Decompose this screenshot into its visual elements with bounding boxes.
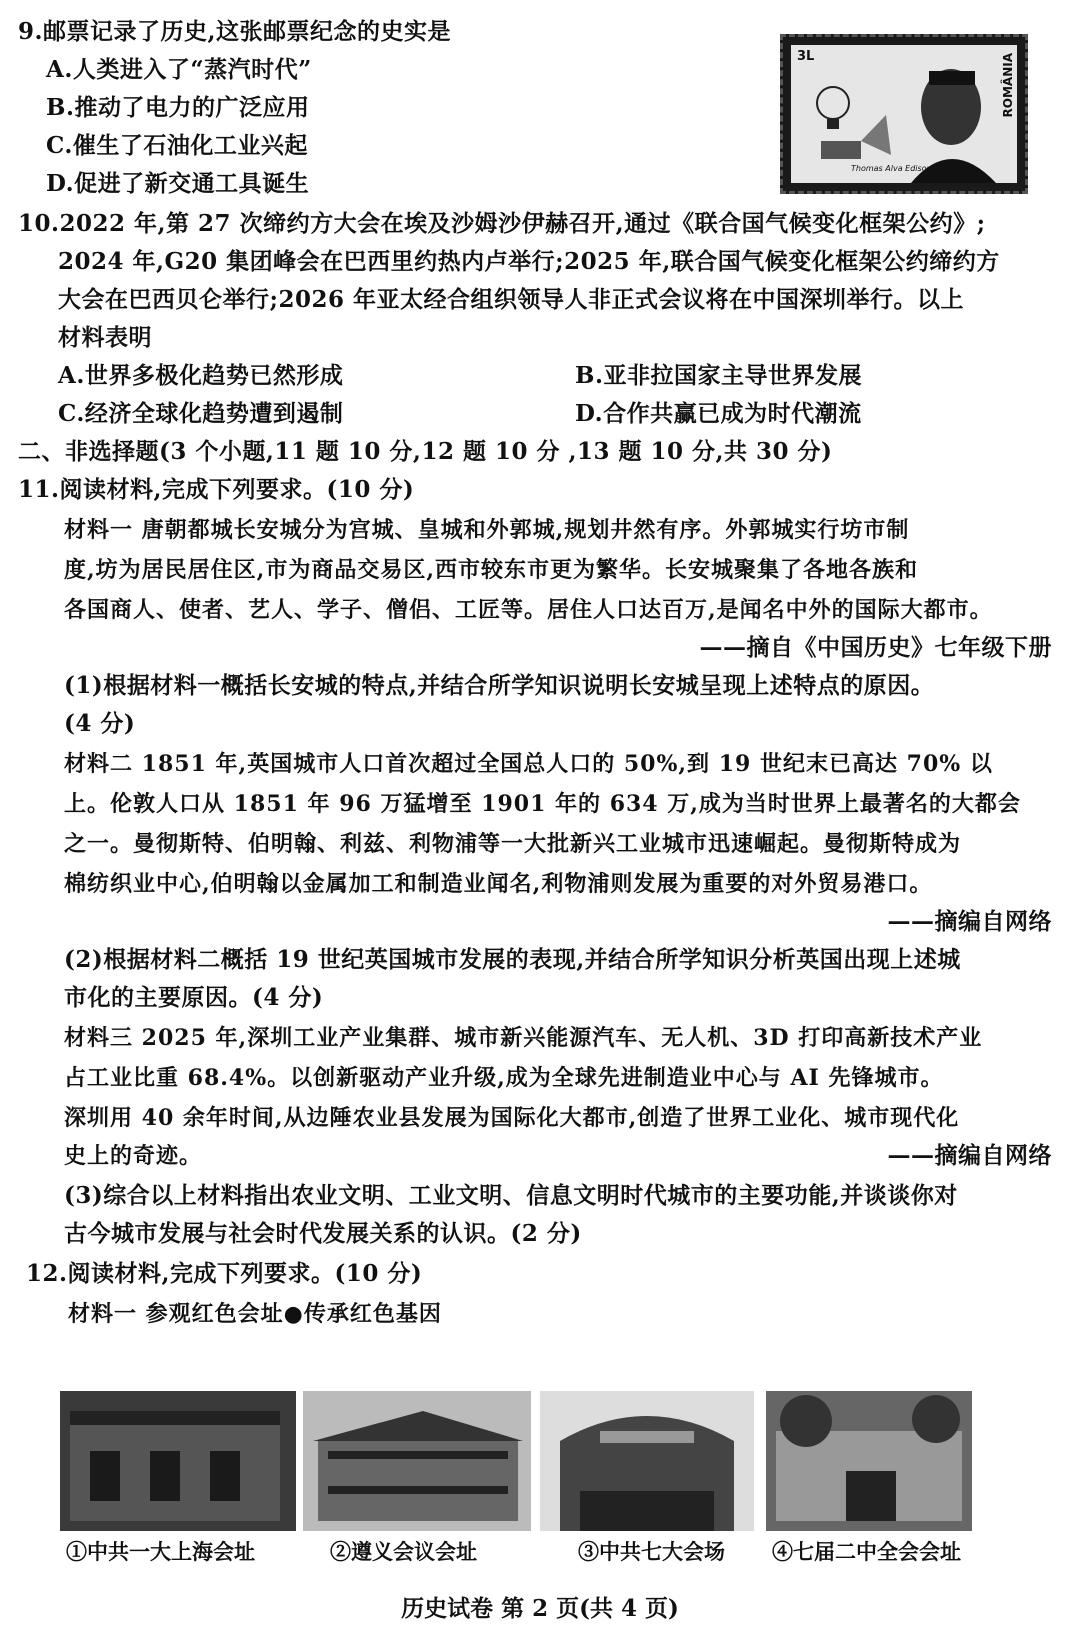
q11-material2-line-4: 棉纺织业中心,伯明翰以金属加工和制造业闻名,利物浦则发展为重要的对外贸易港口。 bbox=[64, 871, 933, 897]
photo-zunyi-site bbox=[303, 1391, 531, 1531]
q9-option-b: B.推动了电力的广泛应用 bbox=[46, 94, 310, 121]
q9-option-c: C.催生了石油化工业兴起 bbox=[46, 132, 308, 159]
stamp-country: ROMÂNIA bbox=[1001, 53, 1015, 118]
q10-option-c: C.经济全球化趋势遭到遏制 bbox=[58, 400, 344, 427]
q9-stem: 9.邮票记录了历史,这张邮票纪念的史实是 bbox=[18, 18, 452, 45]
q10-line-4: 材料表明 bbox=[58, 324, 152, 351]
q10-option-b: B.亚非拉国家主导世界发展 bbox=[575, 362, 862, 389]
edison-portrait-illustration bbox=[791, 45, 1017, 183]
caption-2: ②遵义会议会址 bbox=[330, 1539, 477, 1564]
q11-material3-line-2: 占工业比重 68.4%。以创新驱动产业升级,成为全球先进制造业中心与 AI 先锋城市。 bbox=[64, 1065, 944, 1091]
q10-option-a: A.世界多极化趋势已然形成 bbox=[58, 362, 344, 389]
q11-material1-line-2: 度,坊为居民居住区,市为商品交易区,西市较东市更为繁华。长安城聚集了各地各族和 bbox=[64, 557, 918, 583]
q11-material1-source: ——摘自《中国历史》七年级下册 bbox=[699, 634, 1052, 661]
q11-material2-source: ——摘编自网络 bbox=[887, 908, 1052, 935]
edison-stamp-image bbox=[780, 34, 1028, 194]
q11-material2-line-3: 之一。曼彻斯特、伯明翰、利兹、利物浦等一大批新兴工业城市迅速崛起。曼彻斯特成为 bbox=[64, 831, 962, 857]
caption-3: ③中共七大会场 bbox=[578, 1539, 725, 1564]
section-heading: 二、非选择题(3 个小题,11 题 10 分,12 题 10 分 ,13 题 10 分,共 30 分) bbox=[18, 438, 833, 465]
stamp-caption: Thomas Alva Edison bbox=[851, 164, 932, 173]
q11-material3-line-1: 材料三 2025 年,深圳工业产业集群、城市新兴能源汽车、无人机、3D 打印高新技术产业 bbox=[64, 1025, 983, 1051]
q11-question3-line-1: (3)综合以上材料指出农业文明、工业文明、信息文明时代城市的主要功能,并谈谈你对 bbox=[64, 1182, 958, 1209]
q11-question2-line-2: 市化的主要原因。(4 分) bbox=[64, 984, 324, 1011]
caption-4: ④七届二中全会会址 bbox=[772, 1539, 961, 1564]
photo-second-plenary-site bbox=[766, 1391, 972, 1531]
q12-stem: 12.阅读材料,完成下列要求。(10 分) bbox=[26, 1260, 423, 1287]
q9-option-d: D.促进了新交通工具诞生 bbox=[46, 170, 310, 197]
stamp-value: 3L bbox=[797, 49, 815, 64]
q11-material3-line-4: 史上的奇迹。 bbox=[64, 1143, 203, 1169]
q10-line-3: 大会在巴西贝仑举行;2026 年亚太经合组织领导人非正式会议将在中国深圳举行。以上 bbox=[58, 286, 965, 313]
q9-option-a: A.人类进入了“蒸汽时代” bbox=[46, 56, 312, 83]
q11-question1-line-2: (4 分) bbox=[64, 710, 136, 737]
q10-line-2: 2024 年,G20 集团峰会在巴西里约热内卢举行;2025 年,联合国气候变化框架公约缔约方 bbox=[58, 248, 1000, 275]
q10-option-d: D.合作共赢已成为时代潮流 bbox=[575, 400, 862, 427]
page-footer: 历史试卷 第 2 页(共 4 页) bbox=[401, 1595, 679, 1622]
q11-material1-line-3: 各国商人、使者、艺人、学子、僧侣、工匠等。居住人口达百万,是闻名中外的国际大都市。 bbox=[64, 597, 993, 623]
q11-stem: 11.阅读材料,完成下列要求。(10 分) bbox=[18, 476, 415, 503]
q11-material1-line-1: 材料一 唐朝都城长安城分为宫城、皇城和外郭城,规划井然有序。外郭城实行坊市制 bbox=[64, 517, 910, 543]
q11-material3-line-3: 深圳用 40 余年时间,从边陲农业县发展为国际化大都市,创造了世界工业化、城市现代化 bbox=[64, 1105, 960, 1131]
caption-1: ①中共一大上海会址 bbox=[66, 1539, 255, 1564]
q11-material2-line-1: 材料二 1851 年,英国城市人口首次超过全国总人口的 50%,到 19 世纪末已高达 70% 以 bbox=[64, 751, 993, 777]
q11-material2-line-2: 上。伦敦人口从 1851 年 96 万猛增至 1901 年的 634 万,成为当时世界上最著名的大都会 bbox=[64, 791, 1021, 817]
photo-shanghai-site bbox=[60, 1391, 296, 1531]
q11-material3-source: ——摘编自网络 bbox=[887, 1142, 1052, 1169]
photo-seventh-congress-hall bbox=[540, 1391, 754, 1531]
q11-question2-line-1: (2)根据材料二概括 19 世纪英国城市发展的表现,并结合所学知识分析英国出现上述城 bbox=[64, 946, 961, 973]
q11-question3-line-2: 古今城市发展与社会时代发展关系的认识。(2 分) bbox=[64, 1220, 582, 1247]
q12-material1-title: 材料一 参观红色会址●传承红色基因 bbox=[68, 1301, 442, 1327]
q10-line-1: 10.2022 年,第 27 次缔约方大会在埃及沙姆沙伊赫召开,通过《联合国气候变化框架公约》; bbox=[18, 210, 986, 237]
q11-question1-line-1: (1)根据材料一概括长安城的特点,并结合所学知识说明长安城呈现上述特点的原因。 bbox=[64, 672, 935, 699]
